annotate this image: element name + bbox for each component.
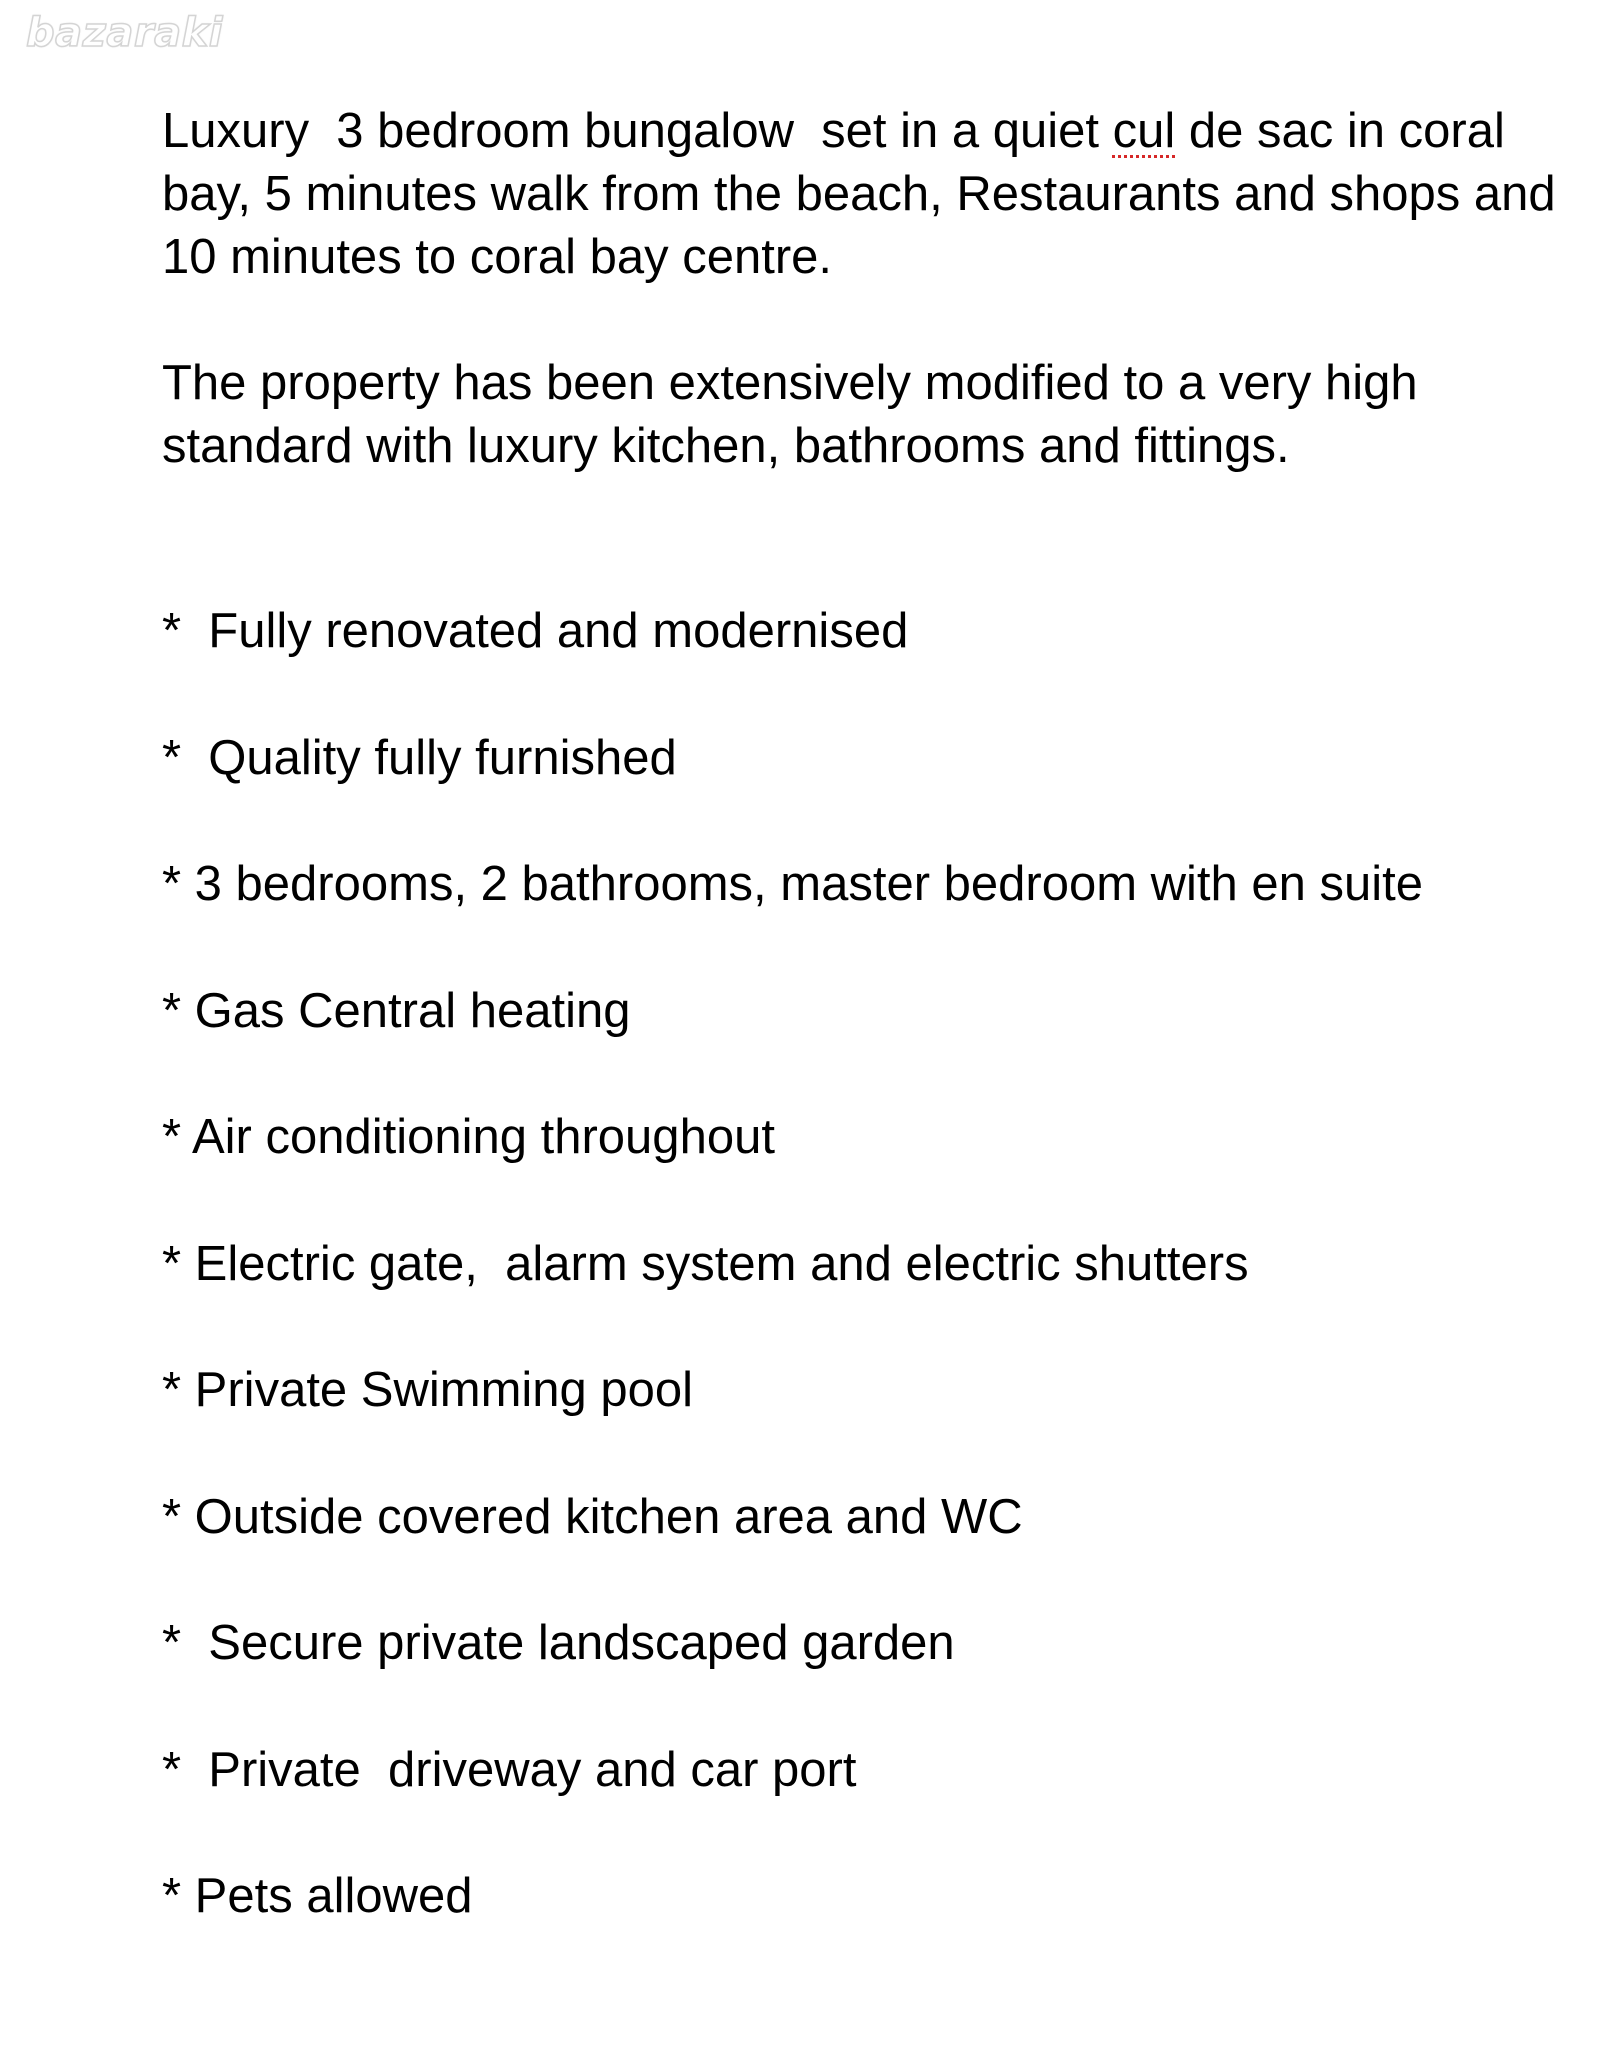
feature-item: * Electric gate, alarm system and electric shutters [162,1236,1249,1291]
intro-text-end: de sac in coral bay, 5 minutes walk from the beach, Restaurants and shops and 10 minutes to coral bay centre. [162,104,1570,284]
feature-list [162,600,1562,1992]
feature-item: * 3 bedrooms, 2 bathrooms, master bedroom with en suite [162,857,1424,911]
feature-item: * Gas Central heating [162,983,631,1038]
feature-item: * Pets allowed [162,1869,473,1923]
listing-description [162,100,1570,478]
feature-item: * Air conditioning throughout [162,1110,775,1164]
intro-text-start: Luxury 3 bedroom bungalow set in a quiet [162,104,1113,158]
intro-paragraph-1 [162,100,1570,289]
feature-item: * Quality fully furnished [162,730,677,785]
spellcheck-flagged-word: cul [1112,104,1176,158]
intro-paragraph-2: The property has been extensively modified to a very high standard with luxury kitchen, bathrooms and fittings. [162,356,1432,473]
feature-item: * Private driveway and car port [162,1742,857,1797]
feature-item: * Outside covered kitchen area and WC [162,1489,1023,1544]
feature-item: * Private Swimming pool [162,1363,694,1417]
feature-item: * Fully renovated and modernised [162,604,909,658]
feature-item: * Secure private landscaped garden [162,1616,955,1670]
bazaraki-watermark: bazaraki [26,10,223,56]
